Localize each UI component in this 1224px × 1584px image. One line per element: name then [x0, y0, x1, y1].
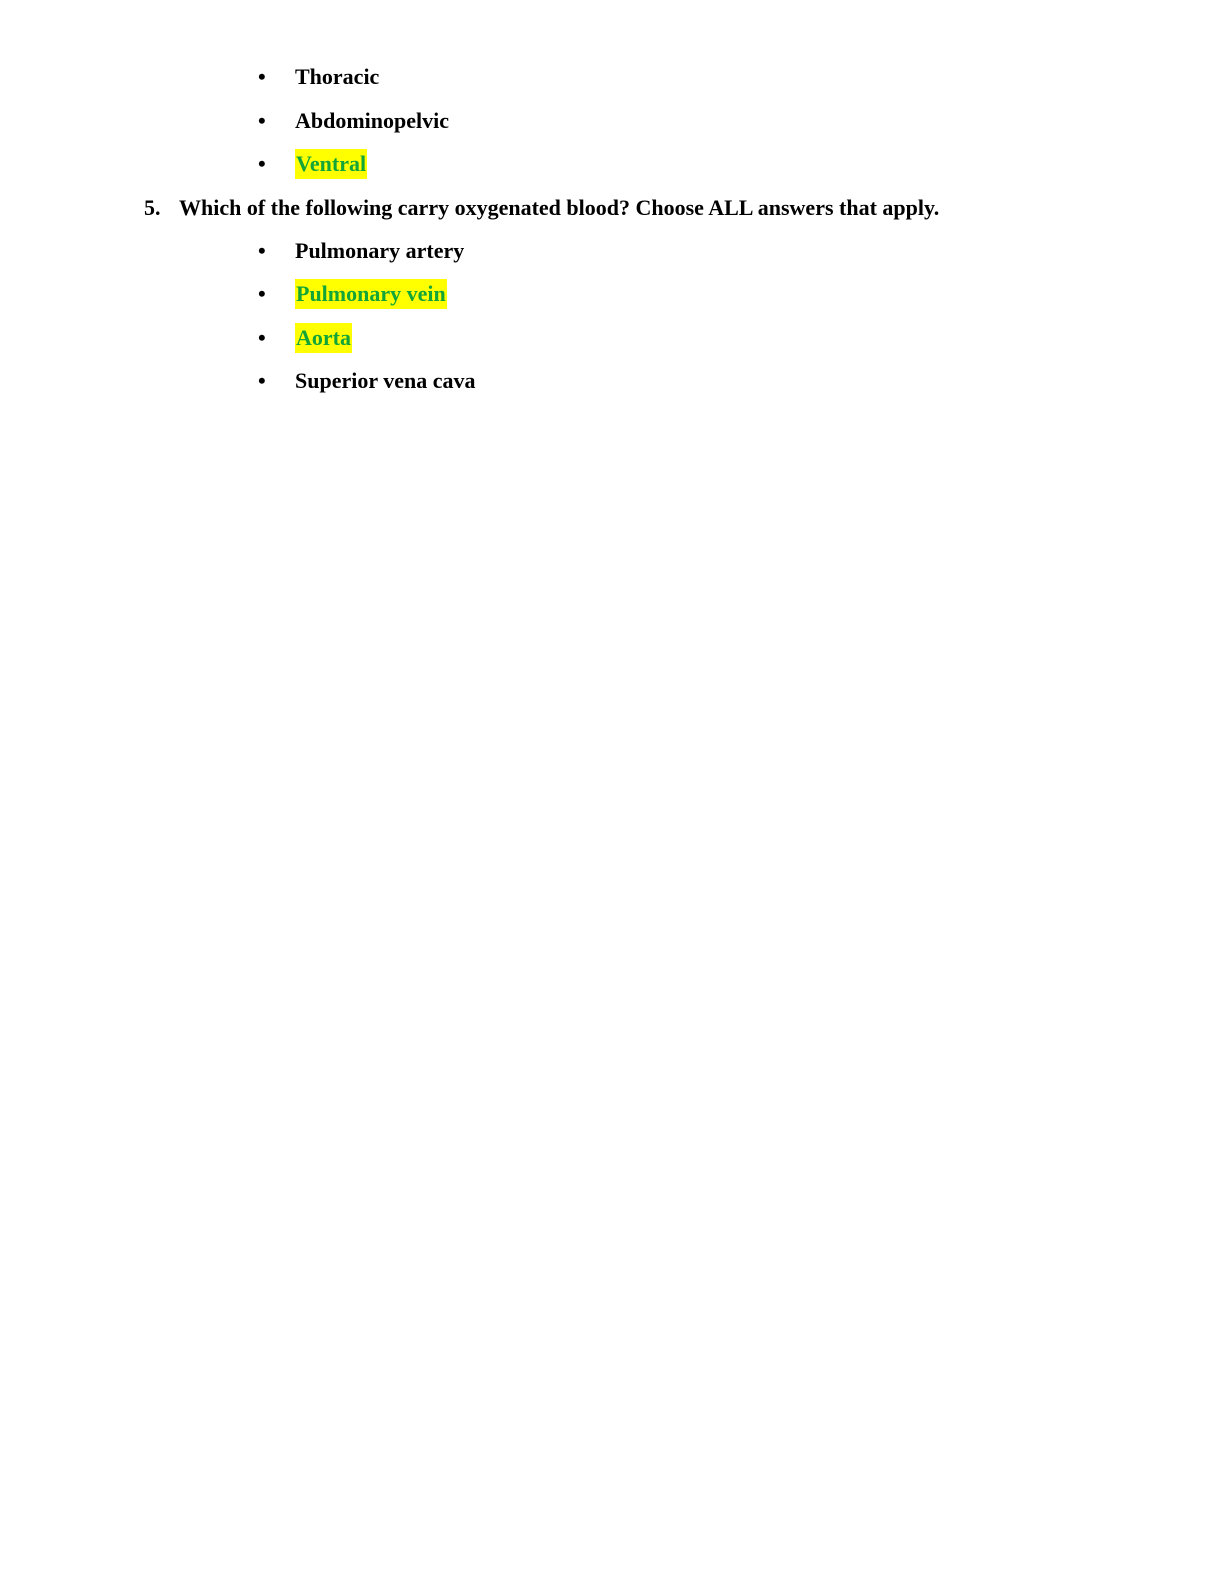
list-item — [258, 106, 449, 136]
answer-option: Superior vena cava — [295, 368, 476, 393]
list-item — [258, 366, 475, 396]
bullet-icon: • — [258, 281, 266, 306]
bullet-icon: • — [258, 64, 266, 89]
question-5 — [144, 193, 939, 223]
answer-option: Thoracic — [295, 64, 380, 89]
question-number: 5. — [144, 195, 161, 220]
bullet-icon: • — [258, 325, 266, 350]
answer-option-correct: Ventral — [295, 149, 367, 179]
answer-option-correct: Pulmonary vein — [295, 279, 447, 309]
list-item — [258, 279, 447, 309]
answer-option-correct: Aorta — [295, 323, 352, 353]
bullet-icon: • — [258, 151, 266, 176]
answer-option: Abdominopelvic — [295, 108, 450, 133]
list-item — [258, 236, 464, 266]
bullet-icon: • — [258, 238, 266, 263]
list-item — [258, 149, 367, 179]
bullet-icon: • — [258, 108, 266, 133]
answer-option: Pulmonary artery — [295, 238, 465, 263]
list-item — [258, 62, 379, 92]
question-text: Which of the following carry oxygenated blood? Choose ALL answers that apply. — [179, 195, 940, 220]
bullet-icon: • — [258, 368, 266, 393]
list-item — [258, 323, 352, 353]
